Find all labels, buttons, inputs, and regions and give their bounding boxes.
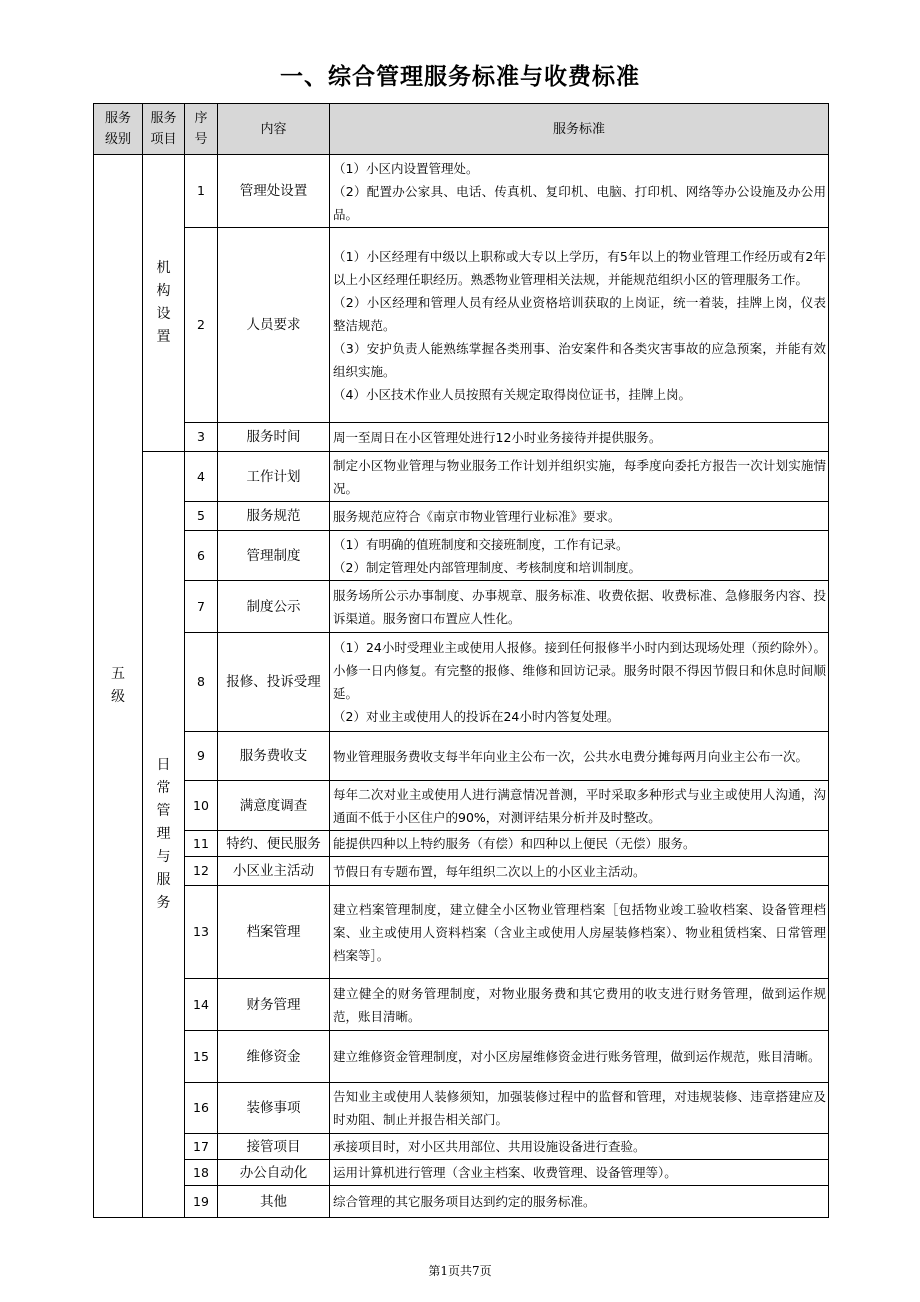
row-standard [330, 423, 829, 452]
row-standard [330, 531, 829, 581]
table-row [94, 531, 829, 581]
row-number: 19 [185, 1186, 218, 1218]
page-title: 一、综合管理服务标准与收费标准 [280, 64, 640, 90]
table-row [94, 1083, 829, 1134]
row-content: 小区业主活动 [218, 857, 330, 886]
standard-line: 节假日有专题布置，每年组织二次以上的小区业主活动。 [333, 863, 646, 879]
row-standard [330, 1134, 829, 1160]
header-content: 内容 [218, 104, 330, 155]
row-number: 9 [185, 732, 218, 781]
row-number: 7 [185, 581, 218, 633]
row-number: 14 [185, 979, 218, 1031]
row-number: 18 [185, 1160, 218, 1186]
row-number: 2 [185, 228, 218, 423]
standard-line: （4）小区技术作业人员按照有关规定取得岗位证书，挂牌上岗。 [333, 386, 691, 402]
group-daily-management: 日常管理与服务 [143, 452, 185, 1218]
standard-line: 制定小区物业管理与物业服务工作计划并组织实施，每季度向委托方报告一次计划实施情况。 [333, 457, 826, 496]
row-content: 其他 [218, 1186, 330, 1218]
row-standard [330, 1186, 829, 1218]
row-standard [330, 502, 829, 531]
standard-line: 物业管理服务费收支每半年向业主公布一次，公共水电费分摊每两月向业主公布一次。 [333, 748, 809, 764]
row-standard [330, 228, 829, 423]
row-number: 15 [185, 1031, 218, 1083]
table-row [94, 228, 829, 423]
table-row [94, 581, 829, 633]
row-content: 报修、投诉受理 [218, 633, 330, 732]
standard-line: （1）小区经理有中级以上职称或大专以上学历，有5年以上的物业管理工作经历或有2年以上小区经理任职经历。熟悉物业管理相关法规，并能规范组织小区的管理服务工作。 [333, 248, 826, 287]
standard-line: 建立健全的财务管理制度，对物业服务费和其它费用的收支进行财务管理，做到运作规范，账目清晰。 [333, 985, 826, 1024]
table-row [94, 831, 829, 857]
row-number: 11 [185, 831, 218, 857]
service-level-cell: 五级 [94, 155, 143, 1218]
row-content: 接管项目 [218, 1134, 330, 1160]
table-row [94, 452, 829, 502]
table-row [94, 857, 829, 886]
standard-line: （2）对业主或使用人的投诉在24小时内答复处理。 [333, 709, 620, 724]
standard-line: 建立档案管理制度，建立健全小区物业管理档案［包括物业竣工验收档案、设备管理档案、业主或使用人资料档案（含业主或使用人房屋装修档案）、物业租赁档案、日常管理档案等］。 [333, 901, 826, 963]
row-content: 管理制度 [218, 531, 330, 581]
header-item: 服务项目 [143, 104, 185, 155]
row-content: 服务规范 [218, 502, 330, 531]
row-number: 8 [185, 633, 218, 732]
row-number: 1 [185, 155, 218, 228]
row-content: 服务费收支 [218, 732, 330, 781]
table-row [94, 1031, 829, 1083]
row-content: 管理处设置 [218, 155, 330, 228]
row-content: 档案管理 [218, 886, 330, 979]
row-standard [330, 857, 829, 886]
table-row [94, 979, 829, 1031]
row-content: 服务时间 [218, 423, 330, 452]
row-number: 16 [185, 1083, 218, 1134]
row-number: 12 [185, 857, 218, 886]
standard-line: 综合管理的其它服务项目达到约定的服务标准。 [333, 1194, 596, 1209]
row-content: 制度公示 [218, 581, 330, 633]
row-content: 维修资金 [218, 1031, 330, 1083]
row-standard [330, 1160, 829, 1186]
standard-line: 告知业主或使用人装修须知，加强装修过程中的监督和管理，对违规装修、违章搭建应及时劝阻、制止并报告相关部门。 [333, 1089, 826, 1127]
standard-line: （1）24小时受理业主或使用人报修。接到任何报修半小时内到达现场处理（预约除外）。小修一日内修复。有完整的报修、维修和回访记录。服务时限不得因节假日和休息时间顺延。 [333, 640, 826, 701]
row-number: 6 [185, 531, 218, 581]
row-standard [330, 155, 829, 228]
table-row [94, 781, 829, 831]
header-no: 序号 [185, 104, 218, 155]
header-row [94, 104, 829, 155]
row-number: 4 [185, 452, 218, 502]
row-standard [330, 452, 829, 502]
standard-line: 建立维修资金管理制度，对小区房屋维修资金进行账务管理，做到运作规范，账目清晰。 [333, 1049, 821, 1064]
header-standard: 服务标准 [330, 104, 829, 155]
row-standard [330, 831, 829, 857]
row-content: 满意度调查 [218, 781, 330, 831]
standard-line: 周一至周日在小区管理处进行12小时业务接待并提供服务。 [333, 429, 662, 445]
table-row [94, 886, 829, 979]
row-standard [330, 581, 829, 633]
table-row [94, 1160, 829, 1186]
group-institution-setup: 机构设置 [143, 155, 185, 452]
table-row [94, 633, 829, 732]
row-number: 13 [185, 886, 218, 979]
row-content: 工作计划 [218, 452, 330, 502]
standard-line: （2）制定管理处内部管理制度、考核制度和培训制度。 [333, 559, 641, 575]
standard-line: （1）小区内设置管理处。 [333, 160, 479, 176]
row-content: 特约、便民服务 [218, 831, 330, 857]
row-number: 5 [185, 502, 218, 531]
table-row [94, 1134, 829, 1160]
row-content: 人员要求 [218, 228, 330, 423]
table-row [94, 1186, 829, 1218]
standard-line: 运用计算机进行管理（含业主档案、收费管理、设备管理等）。 [333, 1165, 677, 1180]
standard-line: 服务规范应符合《南京市物业管理行业标准》要求。 [333, 508, 621, 524]
row-standard [330, 732, 829, 781]
standard-line: 服务场所公示办事制度、办事规章、服务标准、收费依据、收费标准、急修服务内容、投诉渠道。服务窗口布置应人性化。 [333, 587, 826, 626]
service-standard-table [93, 103, 829, 1218]
row-number: 17 [185, 1134, 218, 1160]
standard-line: 能提供四种以上特约服务（有偿）和四种以上便民（无偿）服务。 [333, 836, 696, 851]
row-standard [330, 1083, 829, 1134]
header-level: 服务级别 [94, 104, 143, 155]
row-content: 装修事项 [218, 1083, 330, 1134]
standard-line: （1）有明确的值班制度和交接班制度，工作有记录。 [333, 536, 629, 552]
row-standard [330, 979, 829, 1031]
row-content: 办公自动化 [218, 1160, 330, 1186]
row-standard [330, 633, 829, 732]
page-footer: 第1页共7页 [428, 1264, 492, 1278]
table-row [94, 155, 829, 228]
table-row [94, 732, 829, 781]
row-standard [330, 781, 829, 831]
row-number: 3 [185, 423, 218, 452]
table-row [94, 502, 829, 531]
row-standard [330, 1031, 829, 1083]
standard-line: （3）安护负责人能熟练掌握各类刑事、治安案件和各类灾害事故的应急预案，并能有效组织实施。 [333, 340, 826, 379]
standard-line: （2）小区经理和管理人员有经从业资格培训获取的上岗证，统一着装，挂牌上岗，仪表整洁规范。 [333, 294, 826, 333]
row-standard [330, 886, 829, 979]
standard-line: （2）配置办公家具、电话、传真机、复印机、电脑、打印机、网络等办公设施及办公用品。 [333, 183, 826, 222]
row-number: 10 [185, 781, 218, 831]
table-row [94, 423, 829, 452]
standard-line: 每年二次对业主或使用人进行满意情况普测，平时采取多种形式与业主或使用人沟通，沟通面不低于小区住户的90%，对测评结果分析并及时整改。 [333, 786, 826, 825]
standard-line: 承接项目时，对小区共用部位、共用设施设备进行查验。 [333, 1139, 646, 1154]
row-content: 财务管理 [218, 979, 330, 1031]
